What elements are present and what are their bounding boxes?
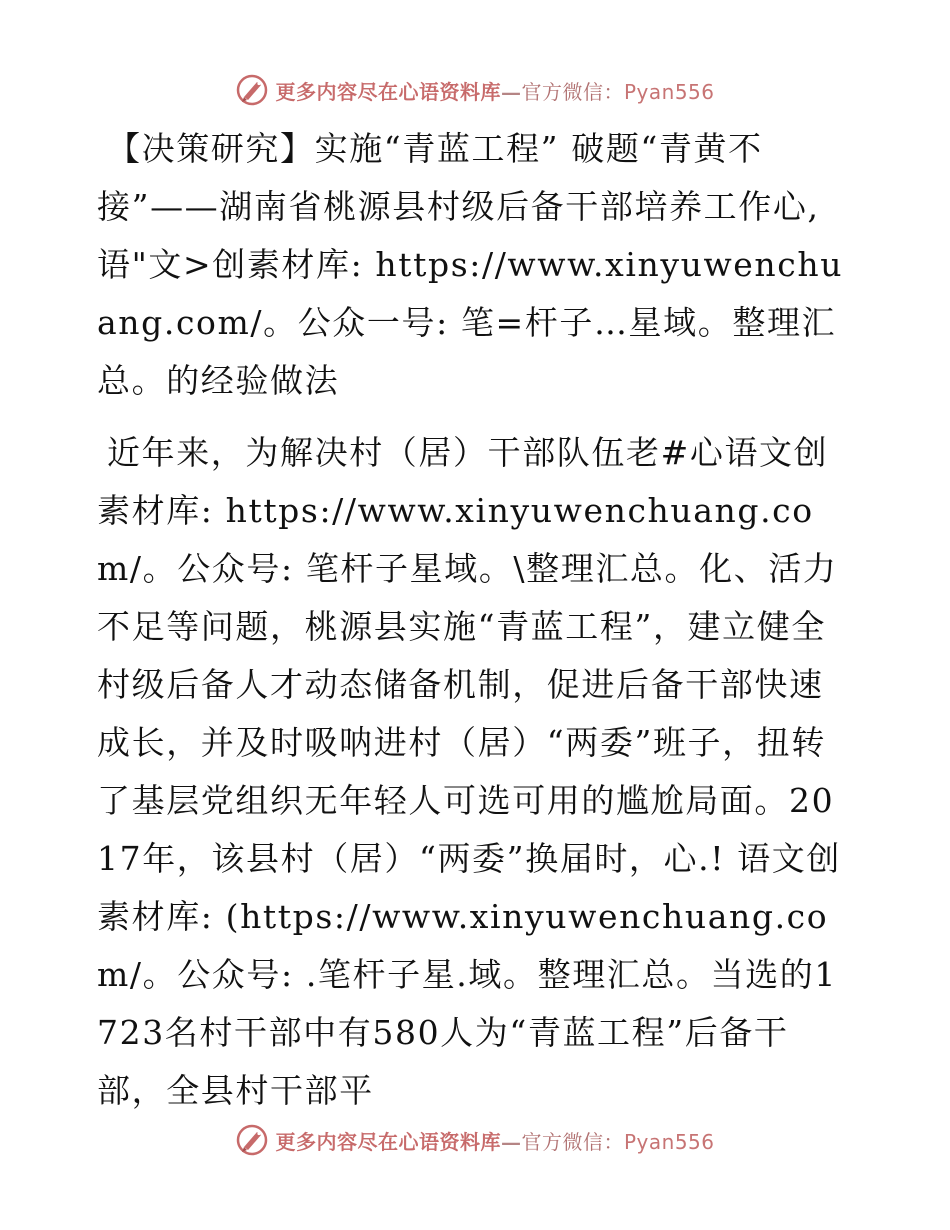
title-paragraph-text: 【决策研究】实施“青蓝工程” 破题“青黄不接”——湖南省桃源县村级后备干部培养工作心,语"文>创素材库: https://www.xinyuwenchuang.com/。公众一号: 笔=杆子…星域。整理汇总。的经验做法: [97, 129, 844, 400]
footer-banner-text: [275, 1126, 714, 1155]
pen-nib-circle-icon: [235, 73, 269, 107]
body-paragraph-text: 近年来，为解决村（居）干部队伍老#心语文创素材库: https://www.xinyuwenchuang.com/。公众号: 笔杆子星域。\整理汇总。化、活力不足等问题，桃源县实施“青蓝工程”，建立健全村级后备人才动态储备机制，促进后备干部快速成长，并及时吸呐进村（居）“两委”班子，扭转了基层党组织无年轻人可选可用的尴尬局面。2017年，该县村（居）“两委”换届时，心.! 语文创素材库: (https://www.xinyuwenchuang.com/。公众号: .笔杆子星.域。整理汇总。当选的1723名村干部中有580人为“青蓝工程”后备干部，全县村干部平: [97, 433, 841, 1110]
footer-banner-separator: —: [500, 1129, 522, 1154]
footer-banner: [0, 1120, 950, 1160]
header-banner-sub: 官方微信：: [521, 79, 624, 104]
footer-banner-main: 更多内容尽在心语资料库: [275, 1129, 501, 1154]
footer-banner-sub: 官方微信：: [521, 1129, 624, 1154]
footer-banner-handle: Pyan556: [623, 1129, 715, 1154]
document-body: [97, 120, 852, 1120]
header-banner-separator: —: [500, 79, 522, 104]
pen-nib-circle-icon: [235, 1123, 269, 1157]
header-banner-handle: Pyan556: [623, 79, 715, 104]
title-paragraph: [97, 120, 852, 410]
header-banner-main: 更多内容尽在心语资料库: [275, 79, 501, 104]
body-paragraph: [97, 424, 852, 1120]
header-banner-text: [275, 76, 714, 105]
header-banner: [0, 70, 950, 110]
